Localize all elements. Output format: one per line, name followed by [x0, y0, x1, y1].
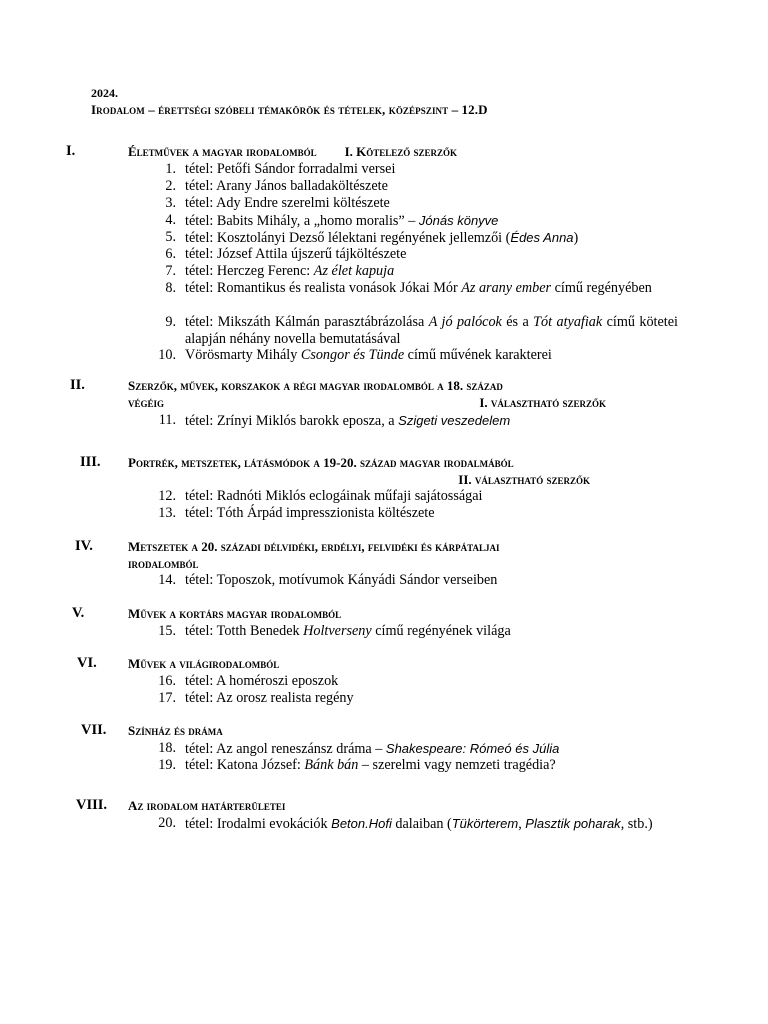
- section-category: I. választható szerzők: [479, 395, 606, 410]
- topic-text: [185, 673, 678, 690]
- topic-text: [185, 178, 678, 195]
- topic-number: 14.: [158, 572, 176, 588]
- topic-text-segment: tétel: József Attila újszerű tájköltészete: [185, 246, 407, 262]
- work-title: Az élet kapuja: [313, 263, 395, 279]
- topic-number: 2.: [165, 178, 176, 194]
- topic-text: [185, 505, 678, 522]
- section-heading-line2: végéig: [128, 395, 165, 410]
- work-title: A jó palócok: [428, 314, 502, 330]
- topic-number: 1.: [165, 161, 176, 177]
- section-heading: [128, 538, 678, 572]
- topic-text-segment: tétel: Herczeg Ferenc:: [185, 263, 314, 279]
- topic-number: 12.: [158, 488, 176, 504]
- section-category: II. választható szerzők: [458, 472, 590, 487]
- document-title: Irodalom – érettségi szóbeli témakörök és tételek, középszint – 12.D: [91, 102, 488, 117]
- topic-text-segment: tétel: Tóth Árpád impresszionista költészete: [185, 505, 435, 521]
- topic-number: 17.: [158, 690, 176, 706]
- topic-text-segment: , stb.): [620, 816, 653, 832]
- section-heading: [128, 143, 678, 160]
- topic-text: [185, 280, 678, 297]
- work-title: Az arany ember: [461, 280, 552, 296]
- section-numeral: IV.: [75, 538, 93, 554]
- topic-text-segment: ,: [518, 816, 526, 832]
- section-heading-line1: Szerzők, művek, korszakok a régi magyar irodalomból a 18. század: [128, 378, 503, 393]
- section-category: I. Kötelező szerzők: [344, 144, 458, 159]
- topic-text: [185, 815, 678, 833]
- topic-number: 3.: [165, 195, 176, 211]
- section-heading-text: Portrék, metszetek, látásmódok a 19-20. század magyar irodalmából: [128, 455, 514, 470]
- work-title: Plasztik poharak: [525, 816, 621, 831]
- section-numeral: VII.: [81, 722, 107, 738]
- topic-text: [185, 740, 678, 758]
- section-heading: [128, 605, 678, 622]
- topic-text: [185, 263, 678, 280]
- section-heading: [128, 797, 678, 814]
- work-title: Csongor és Tünde: [300, 347, 405, 363]
- section-numeral: I.: [66, 143, 76, 159]
- work-title: Bánk bán: [304, 757, 359, 773]
- topic-text: [185, 195, 678, 212]
- topic-number: 6.: [165, 246, 176, 262]
- topic-text-segment: tétel: Arany János balladaköltészete: [185, 178, 388, 194]
- topic-text-segment: című művének karakterei: [404, 347, 552, 363]
- section-heading: [128, 454, 678, 488]
- topic-text-segment: című regényében: [551, 280, 652, 296]
- section-numeral: II.: [70, 377, 85, 393]
- topic-text-segment: – szerelmi vagy nemzeti tragédia?: [358, 757, 556, 773]
- topic-text: [185, 246, 678, 263]
- topic-text-segment: tétel: Katona József:: [185, 757, 305, 773]
- work-title: Jónás könyve: [418, 213, 499, 228]
- section-heading-line1: Metszetek a 20. századi délvidéki, erdélyi, felvidéki és kárpátaljai: [128, 539, 500, 554]
- topic-text-segment: dalaiban (: [391, 816, 452, 832]
- document-year: 2024.: [91, 86, 118, 100]
- topic-number: 8.: [165, 280, 176, 296]
- section-heading-text: Művek a kortárs magyar irodalomból: [128, 606, 342, 621]
- topic-text-segment: tétel: Romantikus és realista vonások Jókai Mór: [185, 280, 462, 296]
- topic-text-segment: tétel: Zrínyi Miklós barokk eposza, a: [185, 413, 399, 429]
- topic-number: 9.: [165, 314, 176, 330]
- topic-text-segment: tétel: A homéroszi eposzok: [185, 673, 339, 689]
- work-title: Tót atyafiak: [533, 314, 603, 330]
- topic-number: 11.: [158, 412, 176, 428]
- topic-number: 16.: [158, 673, 176, 689]
- topic-text-segment: tétel: Ady Endre szerelmi költészete: [185, 195, 390, 211]
- topic-text: [185, 229, 678, 247]
- topic-text-segment: tétel: Irodalmi evokációk: [185, 816, 332, 832]
- section-heading-text: Életművek a magyar irodalomból: [128, 144, 317, 159]
- topic-text: [185, 161, 678, 178]
- topic-text: [185, 488, 678, 505]
- work-title: Holtverseny: [303, 623, 372, 639]
- topic-text-segment: tétel: Totth Benedek: [185, 623, 304, 639]
- topic-number: 5.: [165, 229, 176, 245]
- topic-text: [185, 690, 678, 707]
- section-numeral: VIII.: [76, 797, 108, 813]
- section-heading-text: Színház és dráma: [128, 723, 223, 738]
- topic-text-segment: tétel: Az orosz realista regény: [185, 690, 354, 706]
- topic-number: 20.: [158, 815, 176, 831]
- section-heading: [128, 655, 678, 672]
- section-numeral: III.: [80, 454, 101, 470]
- topic-text-segment: tétel: Az angol reneszánsz dráma –: [185, 741, 386, 757]
- topic-text-segment: Vörösmarty Mihály: [185, 347, 301, 363]
- topic-text: [185, 212, 678, 230]
- topic-number: 10.: [158, 347, 176, 363]
- topic-text-segment: tétel: Toposzok, motívumok Kányádi Sándor verseiben: [185, 572, 498, 588]
- topic-number: 7.: [165, 263, 176, 279]
- work-title: Shakespeare: Rómeó és Júlia: [385, 741, 560, 756]
- topic-text-segment: tétel: Kosztolányi Dezső lélektani regényének jellemzői (: [185, 230, 511, 246]
- topic-text-segment: ): [573, 230, 579, 246]
- topic-text: [185, 572, 678, 589]
- topic-text-segment: tétel: Radnóti Miklós eclogáinak műfaji sajátosságai: [185, 488, 483, 504]
- topic-text-segment: és a: [501, 314, 534, 330]
- section-heading-text: Az irodalom határterületei: [128, 798, 286, 813]
- section-heading-text: Művek a világirodalomból: [128, 656, 280, 671]
- topic-text-segment: tétel: Babits Mihály, a „homo moralis” –: [185, 213, 419, 229]
- topic-number: 19.: [158, 757, 176, 773]
- topic-number: 13.: [158, 505, 176, 521]
- work-title: Beton.Hofi: [331, 816, 392, 831]
- work-title: Tükörterem: [451, 816, 519, 831]
- topic-number: 4.: [165, 212, 176, 228]
- section-heading: [128, 722, 678, 739]
- topic-number: 15.: [158, 623, 176, 639]
- topic-text-segment: tétel: Mikszáth Kálmán parasztábrázolása: [185, 314, 429, 330]
- topic-number: 18.: [158, 740, 176, 756]
- topic-text: [185, 623, 678, 640]
- section-numeral: VI.: [77, 655, 97, 671]
- section-heading: [128, 377, 678, 411]
- topic-text: [185, 347, 678, 364]
- topic-text-segment: című regényének világa: [371, 623, 511, 639]
- work-title: Szigeti veszedelem: [398, 413, 511, 428]
- topic-text: [185, 314, 678, 348]
- work-title: Édes Anna: [510, 230, 574, 245]
- section-numeral: V.: [72, 605, 85, 621]
- topic-text: [185, 412, 678, 430]
- topic-text-segment: című kötetei alapján néhány novella bemutatásával: [185, 314, 678, 347]
- section-heading-line2: irodalomból: [128, 556, 199, 571]
- topic-text-segment: tétel: Petőfi Sándor forradalmi versei: [185, 161, 396, 177]
- topic-text: [185, 757, 678, 774]
